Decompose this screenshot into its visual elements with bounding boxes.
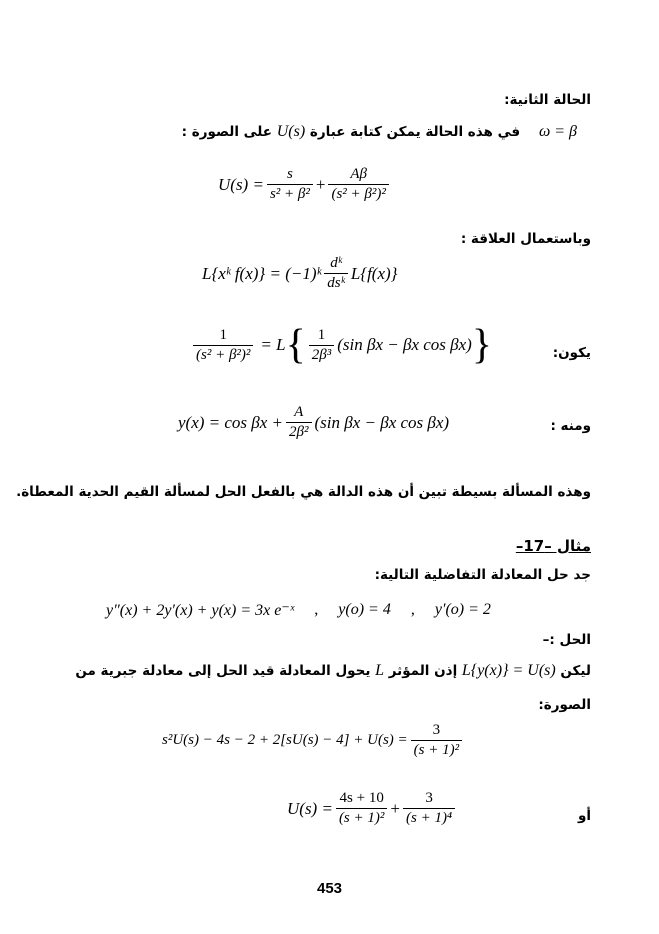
eq7-fraction-2 — [403, 790, 455, 827]
eq7-f1-num: 4s + 10 — [339, 790, 384, 806]
eq7-plus: + — [390, 798, 400, 818]
eq4-fraction — [286, 404, 311, 441]
eq1-f1-num: s — [286, 166, 293, 182]
eq4-num: A — [294, 404, 304, 420]
eq5-ic2: y′(o) = 2 — [434, 601, 491, 618]
eq7-f1-den: (s + 1)² — [336, 808, 387, 827]
eq1-f1-den: s² + β² — [267, 184, 313, 203]
eq1-f2-num: Aβ — [350, 166, 367, 182]
eq3-den: (s² + β²)² — [193, 345, 253, 364]
case-intro-form: على الصورة : — [181, 124, 273, 140]
eq3-fraction — [193, 327, 253, 364]
eq7-fraction-1 — [336, 790, 387, 827]
eq5-sep-1: , — [314, 601, 319, 618]
eq5-ode: y″(x) + 2y′(x) + y(x) = 3x e⁻ˣ — [106, 602, 295, 619]
eq3-in-num: 1 — [317, 326, 326, 343]
eq6-den: (s + 1)² — [411, 740, 462, 759]
equation-solution-y — [178, 404, 449, 441]
remark-text: وهذه المسألة بسيطة تبين أن هذه الدالة هي بالفعل الحل لمسألة القيم الحدية المعطاة. — [16, 484, 591, 500]
eq3-eq: = L — [260, 335, 286, 354]
left-brace-icon: { — [285, 322, 306, 368]
case-intro-Us: U(s) — [276, 123, 306, 140]
eq2-rhs: L{f(x)} — [350, 263, 398, 283]
eq6-fraction — [411, 722, 462, 759]
equation-transformed — [162, 722, 465, 759]
eq6-lhs: s²U(s) − 4s − 2 + 2[sU(s) − 4] + U(s) = — [162, 732, 408, 748]
eq1-fraction-2 — [328, 166, 388, 203]
let-word: ليكن — [560, 663, 591, 679]
equation-U-final — [287, 790, 458, 827]
eq4-den: 2β² — [286, 422, 311, 441]
let-line — [75, 662, 591, 680]
eq4-rest: (sin βx − βx cos βx) — [314, 412, 450, 432]
eq3-inner-fraction — [309, 327, 334, 364]
let-rest: يحول المعادلة قيد الحل إلى معادلة جبرية من — [75, 663, 371, 679]
eq4-lhs: y(x) = cos βx + — [178, 412, 284, 432]
or-label: أو — [577, 808, 591, 824]
page-number: 453 — [316, 880, 343, 897]
eq2-d-num: dᵏ — [330, 255, 342, 271]
let-then-operator: إذن المؤثر — [388, 663, 458, 679]
eq2-derivative-fraction — [324, 255, 348, 292]
case-condition: ω = β — [538, 123, 577, 140]
eq3-rest: (sin βx − βx cos βx) — [337, 335, 472, 354]
yakun-label: يكون: — [552, 345, 591, 361]
eq7-f2-den: (s + 1)⁴ — [403, 808, 455, 827]
equation-U-case2 — [218, 166, 392, 203]
eq1-lhs: U(s) = — [218, 174, 264, 194]
form-label: الصورة: — [538, 697, 591, 713]
using-relation-text: وباستعمال العلاقة : — [460, 231, 591, 247]
right-brace-icon: } — [471, 322, 493, 368]
eq2-lhs: L{xᵏ f(x)} = (−1)ᵏ — [202, 263, 322, 283]
eq5-ic1: y(o) = 4 — [338, 601, 391, 618]
case-heading: الحالة الثانية: — [504, 92, 591, 108]
hence-label: ومنه : — [550, 418, 591, 434]
let-L: L — [375, 662, 385, 679]
eq5-sep-2: , — [410, 601, 415, 618]
equation-ode — [106, 600, 491, 620]
find-solution-text: جد حل المعادلة التفاضلية التالية: — [374, 567, 591, 583]
equation-inverse-transform — [190, 324, 492, 366]
eq7-f2-num: 3 — [425, 790, 433, 806]
example-heading: مثال –17– — [515, 537, 591, 555]
eq6-num: 3 — [432, 722, 441, 738]
case-intro-text: في هذه الحالة يمكن كتابة عبارة — [309, 124, 521, 140]
eq3-in-den: 2β³ — [309, 345, 334, 364]
let-laplace-y: L{y(x)} = U(s) — [461, 662, 556, 679]
eq7-lhs: U(s) = — [287, 798, 333, 818]
eq1-f2-den: (s² + β²)² — [328, 184, 388, 203]
case-intro-line — [182, 123, 577, 141]
eq1-fraction-1 — [267, 166, 313, 203]
solution-label: الحل :– — [542, 632, 591, 648]
eq2-d-den: dsᵏ — [324, 273, 348, 292]
eq3-num: 1 — [219, 326, 227, 343]
eq1-plus: + — [315, 174, 326, 194]
equation-laplace-derivative — [202, 255, 397, 292]
